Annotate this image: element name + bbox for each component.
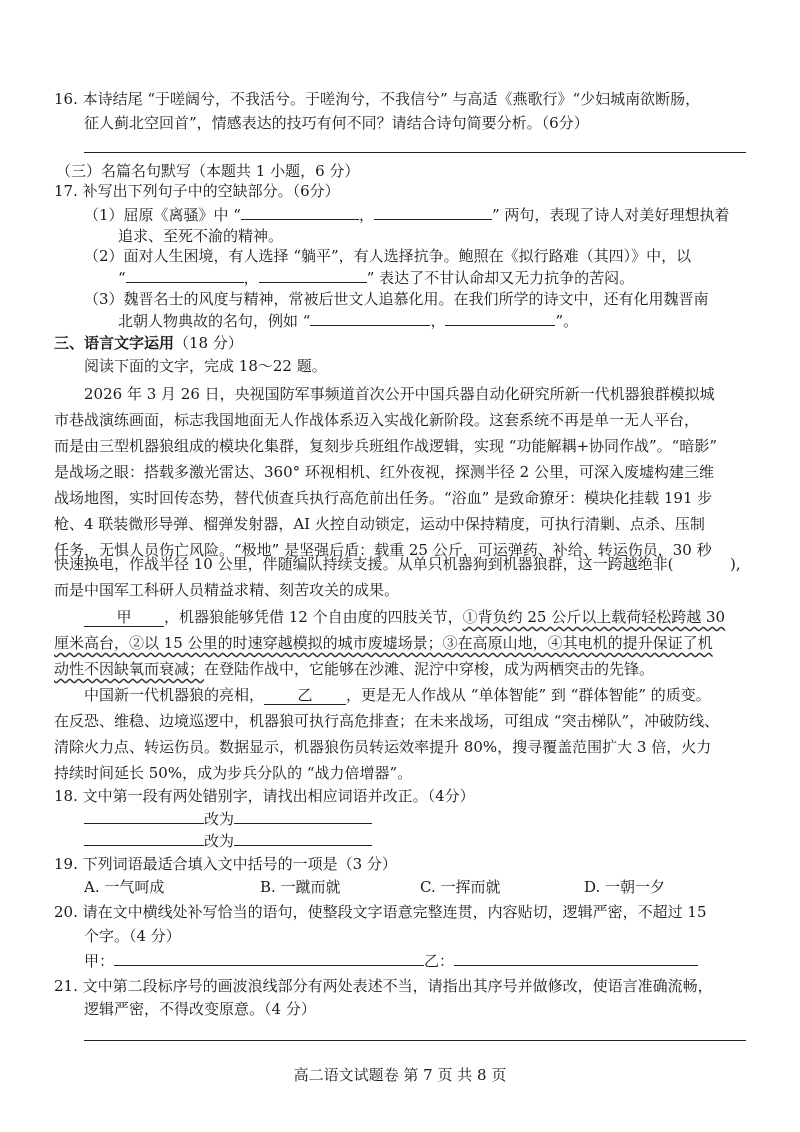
passage-p1-line-2: 市巷战演练画面，标志我国地面无人作战体系迈入实战化新阶段。这套系统不再是单一无人平台， [54, 411, 700, 429]
q17-blank-6[interactable] [445, 309, 555, 326]
q18-row-1: 改为 [84, 807, 372, 830]
passage-p1-line-4: 是战场之眼：搭载多激光雷达、360° 环视相机、红外夜视，探测半径 2 公里，可深入废墟构建三维 [54, 463, 714, 481]
wavy-segment-1: ①背负约 25 公斤以上载荷轻松跨越 30 [462, 608, 726, 626]
q17-item-3-cont: 北朝人物典故的名句，例如 “ ， ”。 [118, 309, 578, 332]
passage-p3-line-4: 持续时间延长 50%，成为步兵分队的 “战力倍增器”。 [54, 764, 413, 782]
passage-p1-line-7: 任务，无惧人员伤亡风险。“极地” 是坚强后盾：载重 25 公斤，可运弹药、补给、转运伤员，30 秒 [54, 541, 712, 559]
q19-option-a[interactable]: A. 一气呵成 [84, 878, 165, 896]
q17-blank-2[interactable] [374, 203, 492, 220]
passage-p2-line-3: 动性不因缺氧而衰减；在登陆作战中，它能够在沙滩、泥泞中穿梭，成为两栖突击的先锋。 [54, 660, 655, 678]
passage-p2-line-2 [54, 632, 713, 654]
passage-p1-line-9: 而是中国军工科研人员精益求精、刻苦攻关的成果。 [54, 581, 400, 599]
page-footer: 高二语文试题卷 第 7 页 共 8 页 [293, 1066, 507, 1084]
section-3-heading: 三、语言文字运用（18 分） [54, 334, 243, 352]
wavy-segment-2: 厘米高台，②以 15 公里的时速穿越模拟的城市废墟场景；③在高原山地，④其电机的提升保证了机 [54, 634, 713, 652]
blank-yi[interactable]: 乙 [264, 684, 346, 705]
q18-wrong-word-1[interactable] [84, 807, 204, 824]
passage-intro: 阅读下面的文字，完成 18～22 题。 [84, 357, 327, 375]
passage-p2-line-1: 甲 ，机器狼能够凭借 12 个自由度的四肢关节，①背负约 25 公斤以上载荷轻松跨越 30 [84, 606, 725, 628]
q19-stem: 19. 下列词语最适合填入文中括号的一项是（3 分） [54, 855, 397, 873]
passage-p1-line-6: 枪、4 联装微形导弹、榴弹发射器，AI 火控自动锁定，运动中保持精度，可执行清剿、点杀、压制 [54, 515, 705, 533]
q21-answer-line [84, 1040, 746, 1041]
q16-line-2: 征人蓟北空回首”，情感表达的技巧有何不同？请结合诗句简要分析。（6分） [84, 114, 589, 132]
q21-line-1: 21. 文中第二段标序号的画波浪线部分有两处表述不当，请指出其序号并做修改，使语言准确流畅， [54, 977, 713, 995]
q17-item-1: （1）屈原《离骚》中 “ ， ” 两句，表现了诗人对美好理想执着 [84, 203, 729, 226]
q21-line-2: 逻辑严密，不得改变原意。（4 分） [84, 1000, 316, 1018]
passage-p1-line-8: 快速换电，作战半径 10 公里，伴随编队持续支援。从单只机器狗到机器狼群，这一跨越绝非( [54, 555, 674, 573]
q17-item-2-cont: “ ， ” 表达了不甘认命却又无力抗争的苦闷。 [118, 266, 634, 289]
q18-correction-1[interactable] [234, 807, 372, 824]
q19-option-d[interactable]: D. 一朝一夕 [584, 878, 666, 896]
q17-stem: 17. 补写出下列句子中的空缺部分。（6分） [54, 182, 340, 200]
wavy-segment-3: 动性不因缺氧而衰减； [54, 660, 205, 678]
q17-blank-1[interactable] [241, 203, 359, 220]
q17-blank-5[interactable] [310, 309, 430, 326]
passage-p1-line-3: 而是由三型机器狼组成的模块化集群，复刻步兵班组作战逻辑，实现 “功能解耦+协同作战”。“暗影” [54, 437, 718, 455]
q20-answer-jia[interactable] [114, 949, 424, 966]
q17-item-1-cont: 追求、至死不渝的精神。 [118, 227, 284, 245]
q17-blank-3[interactable] [126, 266, 244, 283]
q17-item-3: （3）魏晋名士的风度与精神，常被后世文人追慕化用。在我们所学的诗文中，还有化用魏晋南 [84, 290, 709, 308]
passage-p1-line-5: 战场地图，实时回传态势，替代侦查兵执行高危前出任务。“浴血” 是致命獠牙：模块化挂载 191 步 [54, 489, 713, 507]
q17-item-2: （2）面对人生困境，有人选择 “躺平”，有人选择抗争。鲍照在《拟行路难（其四）》中，以 [84, 247, 692, 265]
q20-answer-row: 甲： 乙： [84, 949, 698, 972]
q20-line-2: 个字。（4 分） [84, 927, 181, 945]
q18-row-2: 改为 [84, 829, 372, 852]
q18-correction-2[interactable] [234, 829, 372, 846]
passage-p3-line-2: 在反恐、维稳、边境巡逻中，机器狼可执行高危排查；在未来战场，可组成 “突击梯队”，冲破防线、 [54, 712, 720, 730]
passage-p1-line-1: 2026 年 3 月 26 日，央视国防军事频道首次公开中国兵器自动化研究所新一代机器狼群模拟城 [84, 385, 715, 403]
passage-p3-line-1: 中国新一代机器狼的亮相， 乙 ，更是无人作战从 “单体智能” 到 “群体智能” 的质变。 [84, 686, 711, 704]
q17-blank-4[interactable] [259, 266, 367, 283]
q16-line-1: 16. 本诗结尾 “于嗟阔兮，不我活兮。于嗟洵兮，不我信兮” 与高适《燕歌行》“少妇城南欲断肠， [54, 90, 701, 108]
q16-answer-line [84, 152, 746, 153]
q18-wrong-word-2[interactable] [84, 829, 204, 846]
q19-option-b[interactable]: B. 一蹴而就 [260, 878, 341, 896]
q18-stem: 18. 文中第一段有两处错别字，请找出相应词语并改正。（4分） [54, 787, 475, 805]
q19-option-c[interactable]: C. 一挥而就 [420, 878, 501, 896]
q20-answer-yi[interactable] [454, 949, 698, 966]
passage-bracket-close: ), [730, 555, 741, 573]
section-mingpian-heading: （三）名篇名句默写（本题共 1 小题，6 分） [56, 162, 360, 180]
q20-line-1: 20. 请在文中横线处补写恰当的语句，使整段文字语意完整连贯，内容贴切，逻辑严密，不超过 15 [54, 903, 707, 921]
blank-jia[interactable]: 甲 [84, 606, 164, 627]
passage-p3-line-3: 清除火力点、转运伤员。数据显示，机器狼伤员转运效率提升 80%，搜寻覆盖范围扩大 3 倍，火力 [54, 738, 712, 756]
